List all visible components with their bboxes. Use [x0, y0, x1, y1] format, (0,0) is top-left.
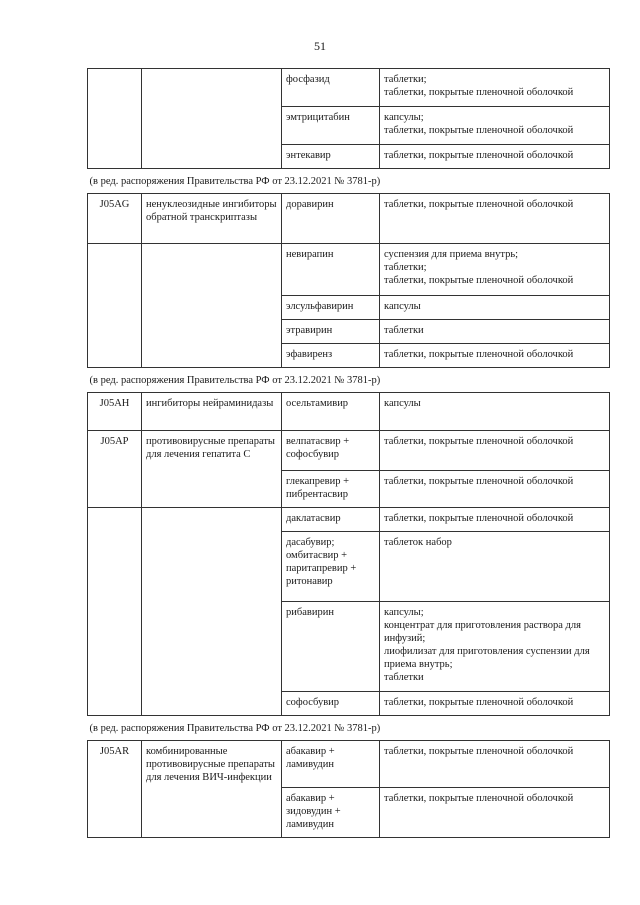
- atc-code-cell: [88, 602, 142, 692]
- atc-code-cell: [88, 471, 142, 508]
- drug-name-cell: осельтамивир: [282, 393, 380, 431]
- table-row: [88, 194, 610, 244]
- dosage-form-cell: капсулы; таблетки, покрытые пленочной оболочкой: [380, 107, 610, 145]
- dosage-form-cell: таблетки; таблетки, покрытые пленочной оболочкой: [380, 69, 610, 107]
- table-row: [88, 320, 610, 344]
- drug-name-cell: энтекавир: [282, 145, 380, 169]
- group-cell: [142, 145, 282, 169]
- dosage-form-cell: таблетки, покрытые пленочной оболочкой: [380, 471, 610, 508]
- drug-name-cell: доравирин: [282, 194, 380, 244]
- dosage-form-cell: таблетки, покрытые пленочной оболочкой: [380, 194, 610, 244]
- edition-note-row: [88, 169, 610, 194]
- atc-code-cell: J05AG: [88, 194, 142, 244]
- atc-code-cell: [88, 244, 142, 296]
- edition-note: (в ред. распоряжения Правительства РФ от 23.12.2021 № 3781-р): [88, 368, 610, 393]
- table-row: [88, 393, 610, 431]
- dosage-form-cell: суспензия для приема внутрь; таблетки; таблетки, покрытые пленочной оболочкой: [380, 244, 610, 296]
- drug-name-cell: эмтрицитабин: [282, 107, 380, 145]
- edition-note-row: [88, 716, 610, 741]
- dosage-form-cell: таблетки: [380, 320, 610, 344]
- table-row: [88, 602, 610, 692]
- atc-code-cell: [88, 320, 142, 344]
- atc-code-cell: [88, 69, 142, 107]
- dosage-form-cell: таблетки, покрытые пленочной оболочкой: [380, 787, 610, 837]
- group-cell: [142, 107, 282, 145]
- dosage-form-cell: капсулы: [380, 296, 610, 320]
- table-row: [88, 296, 610, 320]
- dosage-form-cell: таблетки, покрытые пленочной оболочкой: [380, 741, 610, 788]
- dosage-form-cell: таблетки, покрытые пленочной оболочкой: [380, 344, 610, 368]
- dosage-form-cell: таблетки, покрытые пленочной оболочкой: [380, 431, 610, 471]
- drug-name-cell: даклатасвир: [282, 508, 380, 532]
- drug-name-cell: элсульфавирин: [282, 296, 380, 320]
- group-cell: [142, 692, 282, 716]
- table-row: [88, 692, 610, 716]
- drug-name-cell: абакавир + зидовудин + ламивудин: [282, 787, 380, 837]
- atc-code-cell: J05AP: [88, 431, 142, 471]
- table-row: [88, 145, 610, 169]
- edition-note: (в ред. распоряжения Правительства РФ от 23.12.2021 № 3781-р): [88, 716, 610, 741]
- dosage-form-cell: таблетки, покрытые пленочной оболочкой: [380, 692, 610, 716]
- drug-name-cell: невирапин: [282, 244, 380, 296]
- group-cell: [142, 244, 282, 296]
- atc-code-cell: [88, 508, 142, 532]
- group-cell: ингибиторы нейраминидазы: [142, 393, 282, 431]
- drug-name-cell: рибавирин: [282, 602, 380, 692]
- group-cell: [142, 471, 282, 508]
- table-row: [88, 787, 610, 837]
- atc-code-cell: [88, 296, 142, 320]
- table-row: [88, 69, 610, 107]
- group-cell: [142, 69, 282, 107]
- edition-note: (в ред. распоряжения Правительства РФ от 23.12.2021 № 3781-р): [88, 169, 610, 194]
- drug-table: [87, 68, 610, 838]
- page-number: 51: [314, 39, 326, 53]
- atc-code-cell: [88, 787, 142, 837]
- drug-name-cell: глекапревир + пибрентасвир: [282, 471, 380, 508]
- table-row: [88, 532, 610, 602]
- group-cell: противовирусные препараты для лечения гепатита С: [142, 431, 282, 471]
- group-cell: [142, 296, 282, 320]
- group-cell: [142, 787, 282, 837]
- atc-code-cell: J05AH: [88, 393, 142, 431]
- atc-code-cell: [88, 344, 142, 368]
- table-row: [88, 107, 610, 145]
- dosage-form-cell: капсулы: [380, 393, 610, 431]
- drug-name-cell: абакавир + ламивудин: [282, 741, 380, 788]
- drug-name-cell: дасабувир; омбитасвир + паритапревир + ритонавир: [282, 532, 380, 602]
- group-cell: [142, 508, 282, 532]
- table-row: [88, 471, 610, 508]
- table-row: [88, 741, 610, 788]
- dosage-form-cell: капсулы; концентрат для приготовления раствора для инфузий; лиофилизат для приготовления суспензии для приема внутрь; таблетки: [380, 602, 610, 692]
- drug-name-cell: эфавиренз: [282, 344, 380, 368]
- group-cell: ненуклеозидные ингибиторы обратной транскриптазы: [142, 194, 282, 244]
- drug-name-cell: велпатасвир + софосбувир: [282, 431, 380, 471]
- table-row: [88, 344, 610, 368]
- atc-code-cell: [88, 145, 142, 169]
- table-row: [88, 244, 610, 296]
- edition-note-row: [88, 368, 610, 393]
- atc-code-cell: [88, 692, 142, 716]
- group-cell: комбинированные противовирусные препараты для лечения ВИЧ-инфекции: [142, 741, 282, 788]
- drug-name-cell: софосбувир: [282, 692, 380, 716]
- dosage-form-cell: таблеток набор: [380, 532, 610, 602]
- atc-code-cell: J05AR: [88, 741, 142, 788]
- group-cell: [142, 344, 282, 368]
- group-cell: [142, 602, 282, 692]
- dosage-form-cell: таблетки, покрытые пленочной оболочкой: [380, 145, 610, 169]
- table-row: [88, 508, 610, 532]
- table-row: [88, 431, 610, 471]
- group-cell: [142, 532, 282, 602]
- drug-name-cell: этравирин: [282, 320, 380, 344]
- atc-code-cell: [88, 532, 142, 602]
- group-cell: [142, 320, 282, 344]
- drug-name-cell: фосфазид: [282, 69, 380, 107]
- atc-code-cell: [88, 107, 142, 145]
- dosage-form-cell: таблетки, покрытые пленочной оболочкой: [380, 508, 610, 532]
